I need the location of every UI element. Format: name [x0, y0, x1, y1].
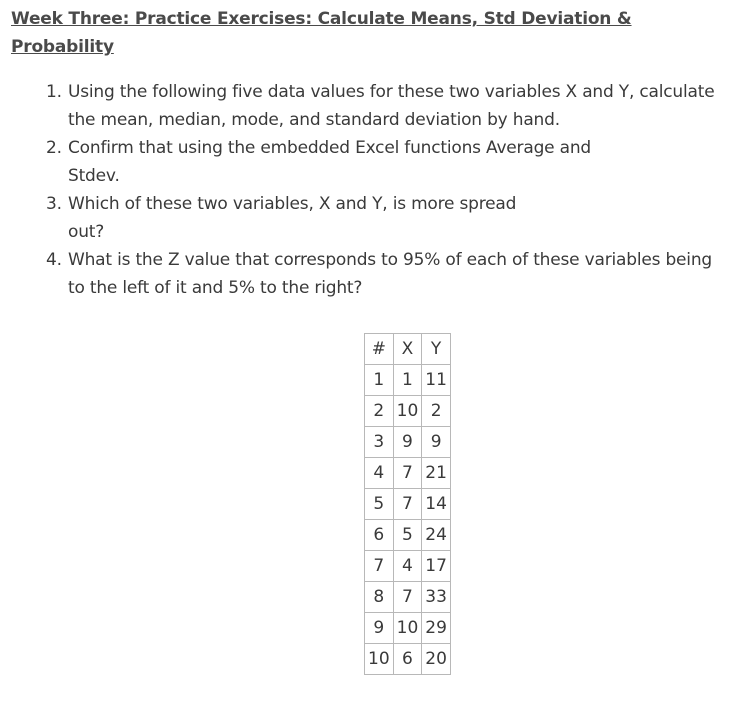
cell-y: 33	[422, 582, 451, 613]
question-number: 1.	[46, 82, 62, 102]
question-number: 2.	[46, 138, 62, 158]
cell-y: 20	[422, 644, 451, 675]
cell-index: 10	[365, 644, 394, 675]
cell-index: 7	[365, 551, 394, 582]
cell-y: 21	[422, 458, 451, 489]
question-item	[46, 190, 736, 246]
table-row	[365, 365, 451, 396]
cell-index: 2	[365, 396, 394, 427]
cell-index: 8	[365, 582, 394, 613]
question-text: Which of these two variables, X and Y, is more spread out?	[68, 194, 517, 242]
question-item	[46, 78, 736, 134]
question-number: 3.	[46, 194, 62, 214]
column-header-y: Y	[422, 334, 451, 365]
question-text: Using the following five data values for these two variables X and Y, calculate the mean, median, mode, and standard deviation by hand.	[68, 82, 715, 130]
table-row	[365, 551, 451, 582]
cell-index: 5	[365, 489, 394, 520]
question-list	[46, 78, 736, 302]
cell-y: 11	[422, 365, 451, 396]
table-header-row	[365, 334, 451, 365]
cell-index: 4	[365, 458, 394, 489]
cell-x: 10	[393, 613, 422, 644]
cell-x: 10	[393, 396, 422, 427]
cell-y: 14	[422, 489, 451, 520]
question-number: 4.	[46, 250, 62, 270]
question-text: What is the Z value that corresponds to 95% of each of these variables being to the left of it and 5% to the right?	[68, 250, 712, 298]
data-table	[364, 333, 451, 675]
table-row	[365, 427, 451, 458]
column-header-x: X	[393, 334, 422, 365]
table-row	[365, 489, 451, 520]
table-row	[365, 458, 451, 489]
cell-x: 7	[393, 489, 422, 520]
cell-x: 4	[393, 551, 422, 582]
page-title: Week Three: Practice Exercises: Calculate Means, Std Deviation & Probability	[11, 9, 632, 57]
table-row	[365, 613, 451, 644]
cell-y: 24	[422, 520, 451, 551]
cell-x: 6	[393, 644, 422, 675]
cell-y: 17	[422, 551, 451, 582]
cell-y: 9	[422, 427, 451, 458]
table-row	[365, 520, 451, 551]
cell-x: 7	[393, 458, 422, 489]
cell-x: 1	[393, 365, 422, 396]
cell-index: 1	[365, 365, 394, 396]
table-row	[365, 644, 451, 675]
cell-x: 5	[393, 520, 422, 551]
cell-index: 9	[365, 613, 394, 644]
cell-x: 9	[393, 427, 422, 458]
cell-index: 3	[365, 427, 394, 458]
cell-x: 7	[393, 582, 422, 613]
column-header-index: #	[365, 334, 394, 365]
cell-index: 6	[365, 520, 394, 551]
table-row	[365, 396, 451, 427]
question-item	[46, 246, 736, 302]
question-item	[46, 134, 736, 190]
table-row	[365, 582, 451, 613]
cell-y: 2	[422, 396, 451, 427]
cell-y: 29	[422, 613, 451, 644]
question-text: Confirm that using the embedded Excel functions Average and Stdev.	[68, 138, 592, 186]
